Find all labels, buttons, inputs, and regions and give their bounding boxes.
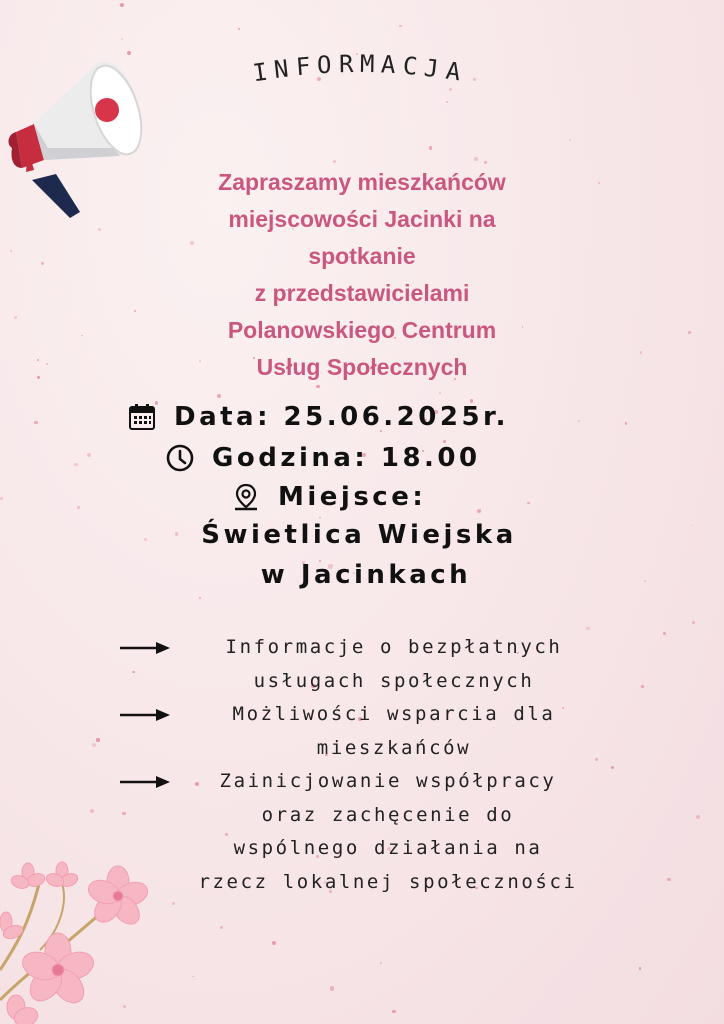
speckle — [77, 506, 80, 509]
speckle — [122, 812, 125, 815]
speckle — [392, 1010, 395, 1013]
speckle — [399, 25, 401, 27]
speckle — [527, 502, 529, 504]
title — [210, 49, 510, 102]
date-text: Data: 25.06.2025r. — [174, 402, 510, 432]
title-letter: O — [316, 50, 340, 80]
speckle — [96, 738, 99, 741]
title-letter: N — [272, 53, 298, 84]
speckle — [199, 597, 201, 599]
speckle — [87, 453, 91, 457]
bullet-line: usługach społecznych — [253, 669, 535, 692]
speckle — [640, 351, 642, 353]
place-line-2 — [0, 560, 724, 590]
place-label: Miejsce: — [278, 482, 427, 512]
speckle — [688, 331, 691, 334]
speckle — [37, 359, 40, 362]
speckle — [333, 160, 336, 163]
speckle — [10, 250, 12, 252]
speckle — [34, 421, 38, 425]
speckle — [37, 376, 40, 379]
invitation-text — [152, 164, 572, 386]
place-line-1-text: Świetlica Wiejska — [201, 520, 517, 550]
speckle — [46, 363, 48, 365]
speckle — [692, 621, 695, 624]
speckle — [598, 182, 601, 185]
title-letter: I — [250, 56, 277, 88]
speckle — [0, 497, 3, 500]
speckle — [120, 3, 124, 7]
speckle — [380, 962, 382, 964]
speckle — [625, 422, 628, 425]
date-row — [128, 402, 509, 432]
title-letter: A — [443, 56, 470, 88]
speckle — [272, 941, 276, 945]
speckle — [474, 157, 478, 161]
speckle — [439, 392, 441, 394]
speckle — [696, 815, 700, 819]
speckle — [641, 685, 644, 688]
speckle — [217, 394, 221, 398]
place-line-2-text: w Jacinkach — [260, 560, 472, 590]
speckle — [134, 310, 136, 312]
title-letter: A — [380, 50, 404, 80]
speckle — [611, 766, 614, 769]
speckle — [74, 463, 78, 467]
bullet-line: wspólnego działania na — [233, 837, 543, 859]
speckle — [569, 139, 571, 141]
place-line-1 — [0, 520, 718, 550]
location-pin-icon — [232, 483, 260, 511]
speckle — [667, 878, 671, 882]
time-text: Godzina: 18.00 — [212, 443, 481, 473]
speckle — [41, 262, 44, 265]
speckle — [81, 335, 83, 337]
speckle — [639, 967, 642, 970]
speckle — [121, 38, 123, 40]
megaphone-icon — [4, 52, 144, 222]
bullet-line: Zainicjowanie współpracy — [219, 770, 557, 792]
invite-line: Zapraszamy mieszkańców — [218, 169, 506, 195]
speckle — [92, 743, 96, 747]
speckle — [330, 986, 334, 990]
bullet-line: rzecz lokalnej społeczności — [198, 870, 578, 893]
bullet-line: mieszkańców — [316, 736, 472, 759]
arrow-right-icon — [120, 642, 170, 654]
title-letter: R — [338, 49, 361, 79]
speckle — [172, 902, 175, 905]
place-row — [232, 482, 426, 512]
arrow-right-icon — [120, 709, 170, 721]
speckle — [98, 228, 101, 231]
invite-line: spotkanie — [308, 243, 416, 269]
speckle — [238, 28, 240, 30]
speckle — [14, 316, 17, 319]
invite-line: z przedstawicielami — [254, 280, 470, 306]
invite-line: miejscowości Jacinki na — [228, 206, 496, 232]
cherry-blossom-decoration — [0, 850, 160, 1024]
speckle — [220, 926, 223, 929]
invite-line: Usług Społecznych — [256, 354, 468, 380]
speckle — [90, 809, 94, 813]
speckle — [663, 632, 667, 636]
speckle — [192, 976, 194, 978]
speckle — [578, 420, 580, 422]
title-letter: F — [294, 51, 319, 82]
calendar-icon — [128, 403, 156, 431]
title-letter: M — [359, 49, 382, 79]
time-row — [166, 443, 481, 473]
speckle — [132, 671, 134, 673]
speckle — [586, 627, 589, 630]
bullet-line: Możliwości wsparcia dla — [232, 703, 556, 725]
bullet-line: oraz zachęcenie do — [261, 803, 515, 826]
arrow-right-icon — [120, 776, 170, 788]
clock-icon — [166, 444, 194, 472]
speckle — [429, 146, 433, 150]
title-letter: J — [422, 53, 448, 84]
speckle — [477, 509, 481, 513]
speckle — [319, 517, 321, 519]
title-letter: C — [401, 51, 426, 82]
invite-line: Polanowskiego Centrum — [227, 317, 497, 343]
speckle — [225, 833, 228, 836]
bullet-line: Informacje o bezpłatnych — [225, 636, 563, 658]
